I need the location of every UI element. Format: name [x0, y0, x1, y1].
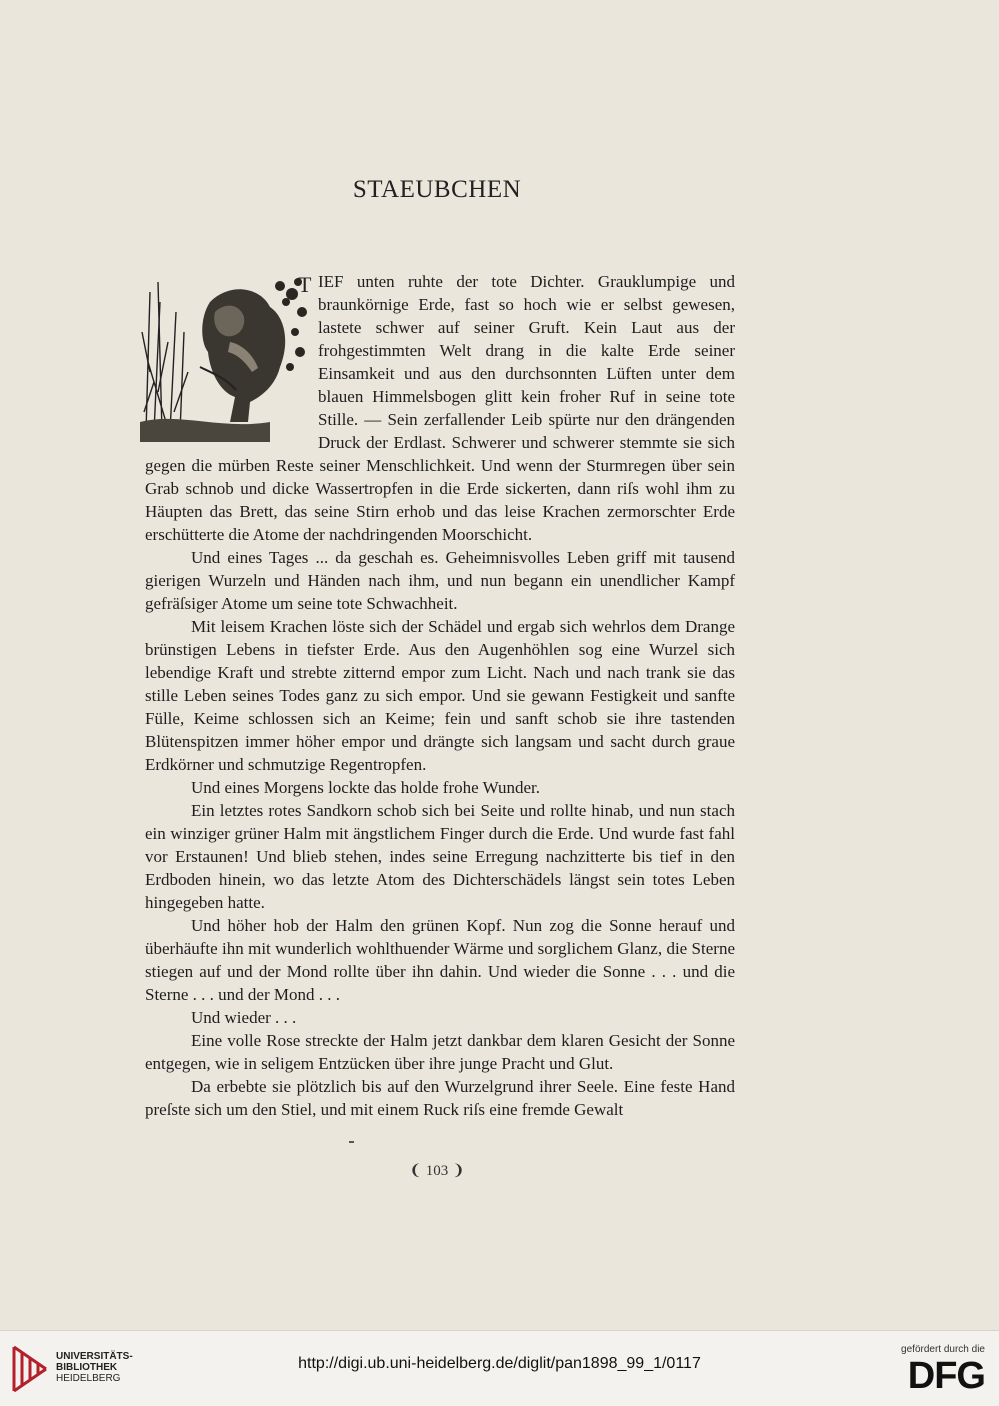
library-name[interactable]: UNIVERSITÄTS- BIBLIOTHEK HEIDELBERG [56, 1351, 133, 1384]
body-text [145, 270, 735, 1121]
dfg-logo[interactable]: DFG [907, 1355, 985, 1397]
page-number: ❨ 103 ❩ [409, 1163, 465, 1179]
paragraph: Da erbebte sie plötzlich bis auf den Wurzelgrund ihrer Seele. Eine feste Hand preſste sich um den Stiel, und mit einem Ruck riſs eine fremde Gewalt [145, 1077, 735, 1119]
paragraph: Und eines Tages ... da geschah es. Geheimnisvolles Leben griff mit tausend gierigen Wurzeln und Händen nach ihm, und nun begann ein unendlicher Kampf gefräſsiger Atome um seine tote Schwachheit. [145, 548, 735, 613]
paragraph: Ein letztes rotes Sandkorn schob sich bei Seite und rollte hinab, und nun stach ein winziger grüner Halm mit ängstlichem Finger durch die Erde. Und wurde fast fahl vor Erstaunen! Und blieb stehen, indes seine Erregung nachzitterte bis tief in den Erdboden hinein, wo das letzte Atom des Dichterschädels längst sein totes Leben hingegeben hatte. [145, 801, 735, 912]
viewer-footer [0, 1330, 999, 1406]
paragraph: IEF unten ruhte der tote Dichter. Grauklumpige und braunkörnige Erde, fast so hoch wie er selbst gewesen, lastete schwer auf seiner Gruft. Kein Laut aus der frohgestimmten Welt drang in die kalte Erde seiner Einsamkeit und aus den durchsonnten Lüften unter dem blauen Himmelsbogen glitt kein froher Ruf in seine tote Stille. — Sein zerfallender Leib spürte nur den drängenden Druck der Erdlast. Schwerer und schwerer stemmte sie sich gegen die mürben Reste seiner Menschlichkeit. Und wenn der Sturmregen über sein Grab schnob und dicke Wassertropfen in die Erde sickerten, dann riſs wohl ihm zu Häupten das Brett, das seine Stirn erhob und das leise Krachen zermorschter Erde erschütterte die Atome der nachdringenden Moorschicht. [145, 272, 735, 544]
paragraph: Eine volle Rose streckte der Halm jetzt dankbar dem klaren Gesicht der Sonne entgegen, wie in seligem Entzücken über ihre junge Pracht und Glut. [145, 1031, 735, 1073]
paragraph: Und eines Morgens lockte das holde frohe Wunder. [191, 778, 540, 797]
funding-caption: gefördert durch die [901, 1344, 985, 1355]
paragraph: Und höher hob der Halm den grünen Kopf. Nun zog die Sonne herauf und überhäufte ihn mit wunderlich wohlthuender Wärme und sorglichem Glanz, die Sterne stiegen auf und der Mond rollte über ihn dahin. Und wieder die Sonne . . . und die Sterne . . . und der Mond . . . [145, 916, 735, 1004]
ornament-dash [349, 1141, 354, 1143]
paragraph: Mit leisem Krachen löste sich der Schädel und ergab sich wehrlos dem Drange brünstigen Lebens in tiefster Erde. Aus den Augenhöhlen sog eine Wurzel sich lebendige Kraft und strebte zitternd empor zum Licht. Nach und nach trank sie das stille Leben seines Todes ganz zu sich empor. Und sie gewann Festigkeit und sanfte Fülle, Keime schlossen sich an Keime; fein und sanft schob sie ihre tastenden Blütenspitzen immer höher empor und drängte sich langsam und sacht durch graue Erdkörner und schmutzige Regentropfen. [145, 617, 735, 774]
paragraph: Und wieder . . . [191, 1008, 297, 1027]
illuminated-initial-illustration [140, 272, 310, 442]
initial-letter: T [298, 272, 312, 297]
page-title: STAEUBCHEN [352, 176, 522, 203]
permalink-url[interactable]: http://digi.ub.uni-heidelberg.de/diglit/pan1898_99_1/0117 [298, 1355, 701, 1372]
